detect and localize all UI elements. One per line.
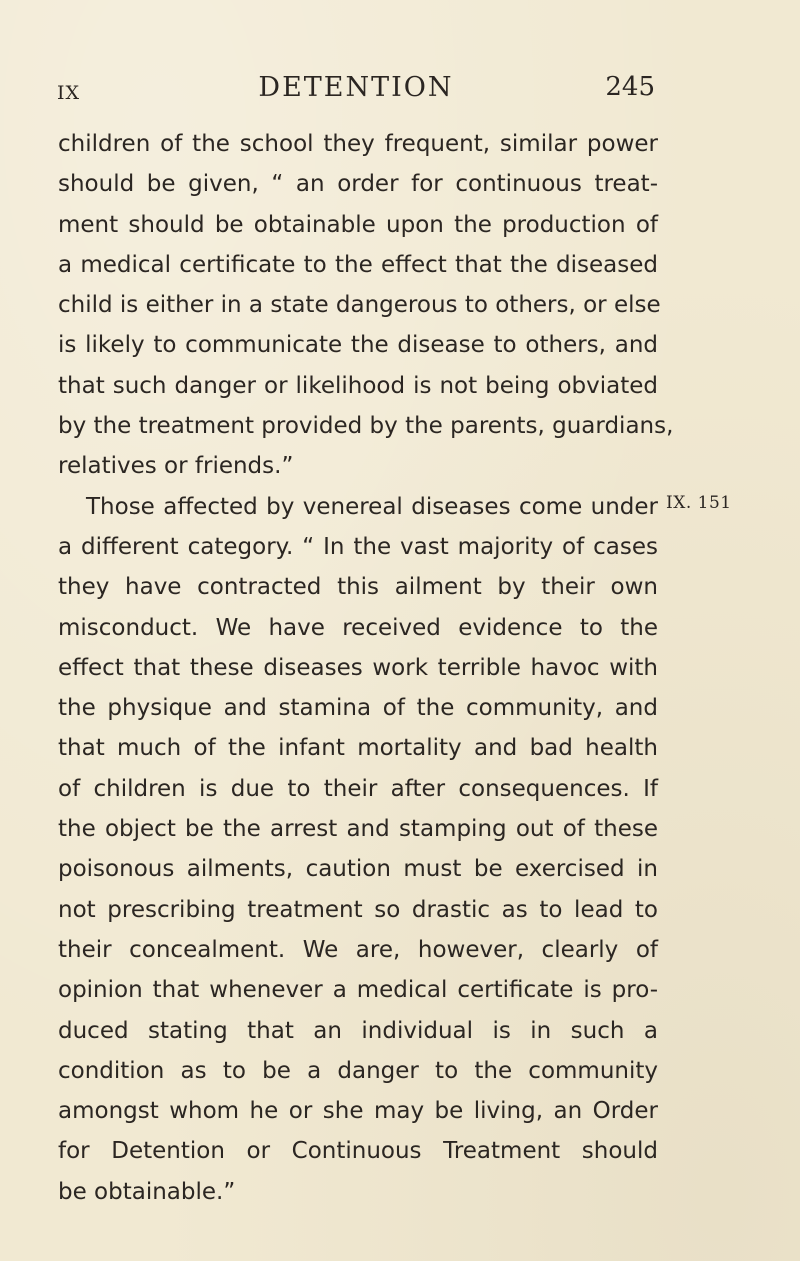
chapter-title: DETENTION [258, 72, 454, 103]
text-line: by the treatment provided by the parents, guardians, [58, 413, 674, 440]
text-line: should be given, “ an order for continuous treat- [58, 171, 658, 198]
marginal-reference: IX. 151 [666, 493, 732, 513]
text-line: for Detention or Continuous Treatment should [58, 1138, 658, 1165]
text-line: of children is due to their after consequences. If [58, 775, 658, 802]
text-line: that much of the infant mortality and bad health [58, 735, 658, 762]
text-line: misconduct. We have received evidence to the [58, 614, 658, 641]
text-line: opinion that whenever a medical certificate is pro- [58, 977, 658, 1004]
text-line: is likely to communicate the disease to others, and [58, 332, 658, 359]
text-line: poisonous ailments, caution must be exercised in [58, 856, 658, 883]
running-head [57, 72, 655, 112]
text-line: effect that these diseases work terrible havoc with [58, 654, 658, 681]
text-line: duced stating that an individual is in such a [58, 1017, 658, 1044]
text-line: the object be the arrest and stamping out of these [58, 816, 658, 843]
text-line: amongst whom he or she may be living, an Order [58, 1098, 658, 1125]
text-line: that such danger or likelihood is not being obviated [58, 372, 658, 399]
text-line: a medical certificate to the effect that the diseased [58, 251, 658, 278]
text-line: the physique and stamina of the community, and [58, 695, 658, 722]
text-line: ment should be obtainable upon the production of [58, 211, 658, 238]
text-line: not prescribing treatment so drastic as to lead to [58, 896, 658, 923]
text-line: a different category. “ In the vast majority of cases [58, 533, 658, 560]
text-line: child is either in a state dangerous to others, or else [58, 292, 661, 319]
text-line: relatives or friends.” [58, 453, 294, 480]
text-line: they have contracted this ailment by their own [58, 574, 658, 601]
text-line: children of the school they frequent, similar power [58, 131, 658, 157]
text-line: be obtainable.” [58, 1178, 236, 1205]
text-line: their concealment. We are, however, clearly of [58, 936, 658, 963]
text-line: Those affected by venereal diseases come under [86, 493, 658, 520]
text-line: condition as to be a danger to the community [58, 1057, 658, 1084]
page-number: 245 [605, 72, 655, 102]
body-text [58, 124, 674, 1212]
chapter-number: IX [57, 82, 81, 104]
